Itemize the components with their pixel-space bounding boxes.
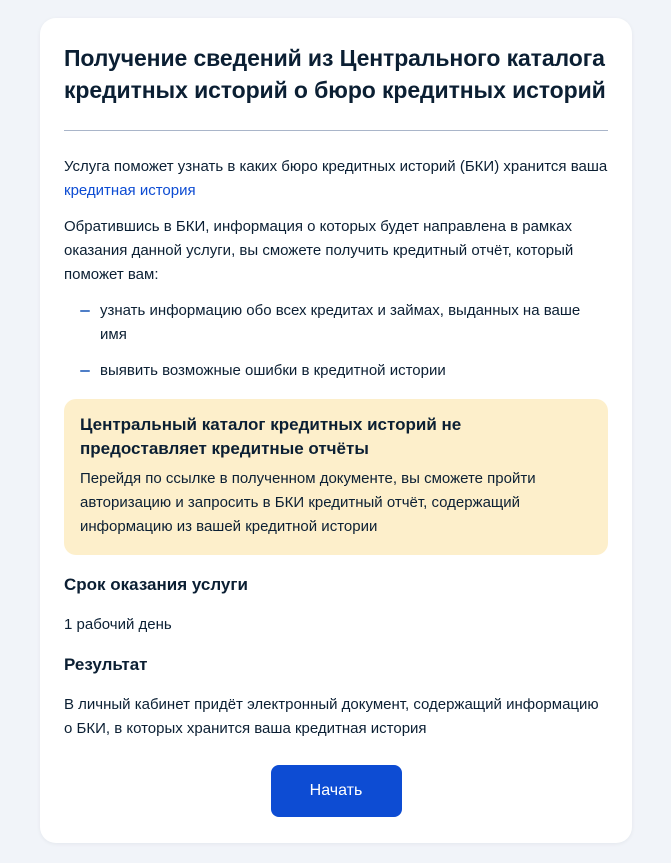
list-item <box>64 359 608 383</box>
result-heading: Результат <box>64 655 148 674</box>
term-heading: Срок оказания услуги <box>64 575 248 594</box>
page-title: Получение сведений из Центрального каталога кредитных историй о бюро кредитных историй <box>64 45 606 103</box>
list-item <box>64 299 608 347</box>
service-card <box>40 18 632 843</box>
list-item-label: выявить возможные ошибки в кредитной истории <box>100 362 446 379</box>
intro-text <box>64 155 608 203</box>
start-button[interactable]: Начать <box>271 765 402 817</box>
term-value: 1 рабочий день <box>64 616 172 633</box>
list-item-label: узнать информацию обо всех кредитах и займах, выданных на ваше имя <box>100 302 581 343</box>
callout-text: Перейдя по ссылке в полученном документе, вы сможете пройти авторизацию и запросить в БКИ кредитный отчёт, содержащий информацию из вашей кредитной истории <box>80 470 536 535</box>
callout-title: Центральный каталог кредитных историй не предоставляет кредитные отчёты <box>80 415 462 458</box>
actions-bar <box>64 765 608 817</box>
dash-bullet-icon <box>80 370 90 372</box>
dash-bullet-icon <box>80 310 90 312</box>
result-value: В личный кабинет придёт электронный документ, содержащий информацию о БКИ, в которых хранится ваша кредитная история <box>64 696 599 737</box>
intro-text-lead: Услуга поможет узнать в каких бюро кредитных историй (БКИ) хранится ваша <box>64 158 608 175</box>
benefits-list <box>64 299 608 383</box>
description-text: Обратившись в БКИ, информация о которых будет направлена в рамках оказания данной услуги, вы сможете получить кредитный отчёт, который поможет вам: <box>64 218 574 283</box>
divider <box>64 130 608 131</box>
credit-history-link[interactable]: кредитная история <box>64 182 196 199</box>
info-callout <box>64 399 608 555</box>
